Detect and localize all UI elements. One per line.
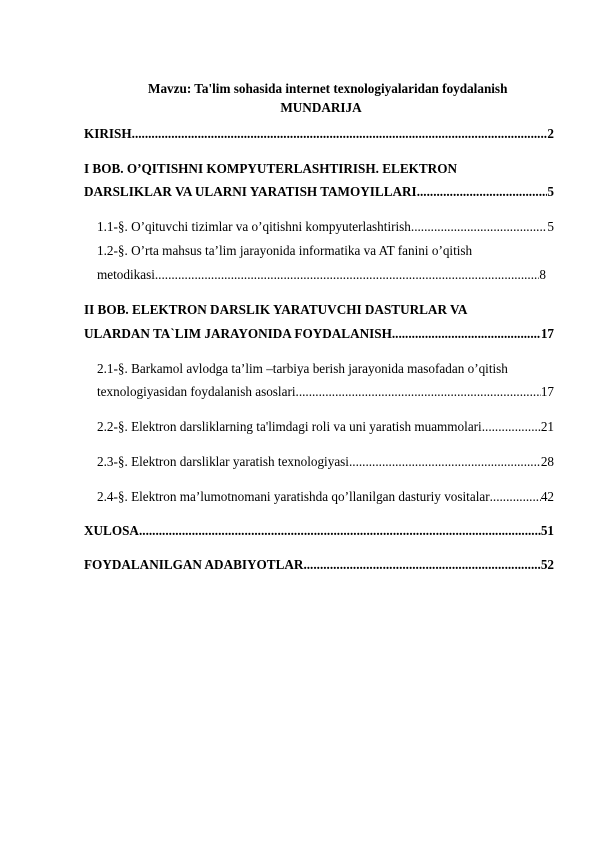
- toc-entry-label: texnologiyasidan foydalanish asoslari: [97, 384, 296, 399]
- toc-entry-label: 2.3-§. Elektron darsliklar yaratish texnologiyasi: [97, 454, 349, 469]
- toc-1-2-line1: 1.2-§. O’rta mahsus ta’lim jarayonida informatika va AT fanini o’qitish: [97, 243, 473, 258]
- toc-2-1-line1: 2.1-§. Barkamol avlodga ta’lim –tarbiya berish jarayonida masofadan o’qitish: [97, 361, 508, 376]
- toc-page-number: 52: [540, 557, 554, 572]
- toc-leader-dots: [349, 454, 541, 470]
- toc-entry-chapter1: [84, 184, 554, 200]
- toc-entry-adabiyotlar: [84, 557, 554, 573]
- toc-entry-kirish: [84, 126, 554, 142]
- toc-leader-dots: [155, 267, 540, 283]
- toc-leader-dots: [132, 126, 548, 142]
- toc-leader-dots: [303, 557, 540, 573]
- toc-leader-dots: [392, 326, 541, 342]
- toc-entry-2-1: [97, 384, 554, 400]
- toc-leader-dots: [482, 419, 541, 435]
- toc-page-number: 17: [540, 384, 554, 399]
- toc-entry-label: KIRISH: [84, 126, 132, 141]
- toc-entry-1-1: [97, 219, 554, 235]
- toc-chapter2-line1: II BOB. ELEKTRON DARSLIK YARATUVCHI DASTURLAR VA: [84, 302, 468, 317]
- toc-entry-2-2: [97, 419, 554, 435]
- toc-page-number: 17: [540, 326, 554, 341]
- toc-page-number: 2: [547, 126, 554, 141]
- toc-entry-label: FOYDALANILGAN ADABIYOTLAR: [84, 557, 304, 572]
- toc-page-number: 42: [540, 489, 554, 504]
- toc-leader-dots: [417, 184, 548, 200]
- toc-entry-chapter2: [84, 326, 554, 342]
- toc-entry-label: 2.2-§. Elektron darsliklarning ta'limdagi roli va uni yaratish muammolari: [97, 419, 482, 434]
- toc-leader-dots: [296, 384, 541, 400]
- toc-page-number: 51: [540, 523, 554, 538]
- toc-entry-2-3: [97, 454, 554, 470]
- toc-entry-1-2: [97, 267, 546, 283]
- toc-page-number: 8: [539, 267, 546, 282]
- toc-page-number: 5: [547, 184, 554, 199]
- toc-leader-dots: [411, 219, 548, 235]
- toc-entry-label: 2.4-§. Elektron ma’lumotnomani yaratishda qo’llanilgan dasturiy vositalar: [97, 489, 490, 504]
- toc-chapter1-line1: I BOB. O’QITISHNI KOMPYUTERLASHTIRISH. ELEKTRON: [84, 161, 457, 176]
- toc-entry-xulosa: [84, 523, 554, 539]
- toc-heading: MUNDARIJA: [280, 100, 362, 115]
- toc-page-number: 5: [547, 219, 554, 234]
- toc-page-number: 28: [540, 454, 554, 469]
- toc-entry-label: DARSLIKLAR VA ULARNI YARATISH TAMOYILLARI: [84, 184, 417, 199]
- toc-entry-label: metodikasi: [97, 267, 155, 282]
- toc-entry-label: XULOSA: [84, 523, 139, 538]
- document-topic: Mavzu: Ta'lim sohasida internet texnologiyalaridan foydalanish: [148, 81, 508, 96]
- toc-leader-dots: [139, 523, 541, 539]
- toc-entry-label: ULARDAN TA`LIM JARAYONIDA FOYDALANISH: [84, 326, 392, 341]
- toc-entry-label: 1.1-§. O’qituvchi tizimlar va o’qitishni kompyuterlashtirish: [97, 219, 411, 234]
- toc-entry-2-4: [97, 489, 554, 505]
- toc-page-number: 21: [540, 419, 554, 434]
- toc-leader-dots: [490, 489, 541, 505]
